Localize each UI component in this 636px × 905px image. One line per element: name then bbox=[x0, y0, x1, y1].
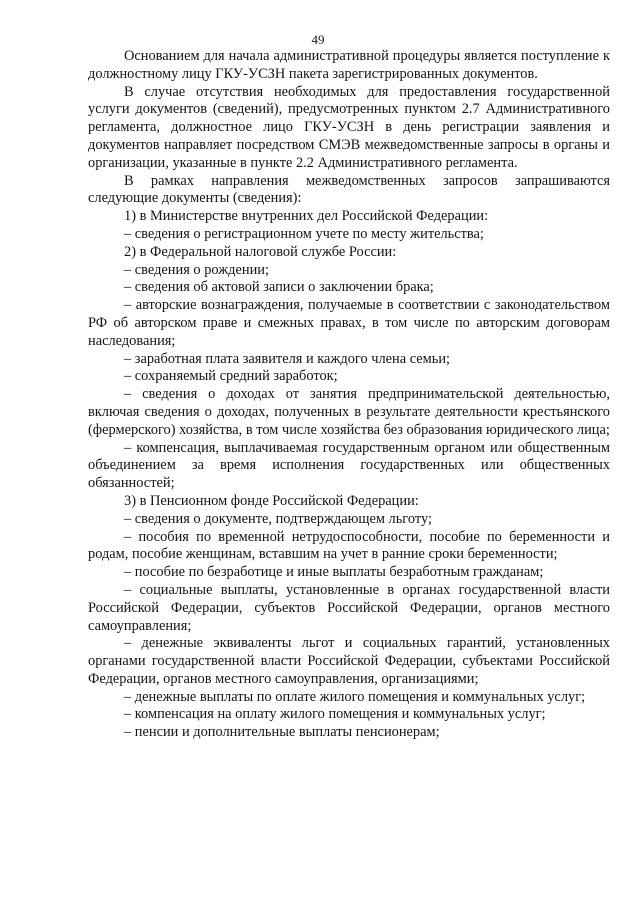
list-item: – компенсация, выплачиваемая государственным органом или общественным объединением за время исполнения государственных или общественных обязанностей; bbox=[88, 439, 610, 492]
paragraph-basis: Основанием для начала административной процедуры является поступление к должностному лицу ГКУ-УСЗН пакета зарегистрированных документов. bbox=[88, 48, 610, 82]
list-heading-fns: 2) в Федеральной налоговой службе России: bbox=[124, 243, 397, 260]
list-item: – денежные выплаты по оплате жилого помещения и коммунальных услуг; bbox=[124, 688, 586, 705]
list-item: – компенсация на оплату жилого помещения и коммунальных услуг; bbox=[124, 706, 546, 723]
list-item: – пособия по временной нетрудоспособности, пособие по беременности и родам, пособие женщинам, вставшим на учет в ранние сроки беременности; bbox=[88, 528, 610, 563]
list-item: – сохраняемый средний заработок; bbox=[124, 368, 338, 385]
list-item: – социальные выплаты, установленные в органах государственной власти Российской Федерации, субъектов Российской Федерации, органов местного самоуправления; bbox=[88, 581, 610, 634]
document-body bbox=[88, 48, 610, 742]
list-item: – сведения о документе, подтверждающем льготу; bbox=[124, 510, 432, 527]
list-item: – сведения о доходах от занятия предпринимательской деятельностью, включая сведения о доходах, полученных в результате деятельности крестьянского (фермерского) хозяйства, в том числе хозяйства без образования юридического лица; bbox=[88, 386, 610, 438]
page-number: 49 bbox=[311, 32, 325, 47]
list-item: – пособие по безработице и иные выплаты безработным гражданам; bbox=[124, 564, 544, 581]
list-item: – заработная плата заявителя и каждого члена семьи; bbox=[124, 350, 451, 367]
list-item: – авторские вознаграждения, получаемые в соответствии с законодательством РФ об авторском праве и смежных правах, в том числе по авторским договорам наследования; bbox=[88, 297, 610, 349]
paragraph-requests-intro: В рамках направления межведомственных запросов запрашиваются следующие документы (сведения): bbox=[88, 172, 610, 207]
list-item: – пенсии и дополнительные выплаты пенсионерам; bbox=[124, 724, 440, 741]
list-heading-pfr: 3) в Пенсионном фонде Российской Федерации: bbox=[124, 492, 419, 509]
paragraph-missing-documents: В случае отсутствия необходимых для предоставления государственной услуги документов (сведений), предусмотренных пунктом 2.7 Административного регламента, должностное лицо ГКУ-УСЗН в день регистрации заявления и документов направляет посредством СМЭВ межведомственные запросы в органы и организации, указанные в пункте 2.2 Административного регламента. bbox=[88, 83, 610, 171]
list-item: – денежные эквиваленты льгот и социальных гарантий, установленных органами государственной власти Российской Федерации, субъектами Российской Федерации, органов местного самоуправления, организациями; bbox=[88, 635, 610, 687]
list-item: – сведения о регистрационном учете по месту жительства; bbox=[124, 225, 484, 242]
list-item: – сведения о рождении; bbox=[124, 261, 269, 278]
list-item: – сведения об актовой записи о заключении брака; bbox=[124, 279, 434, 296]
list-heading-mvd: 1) в Министерстве внутренних дел Российской Федерации: bbox=[124, 208, 489, 225]
